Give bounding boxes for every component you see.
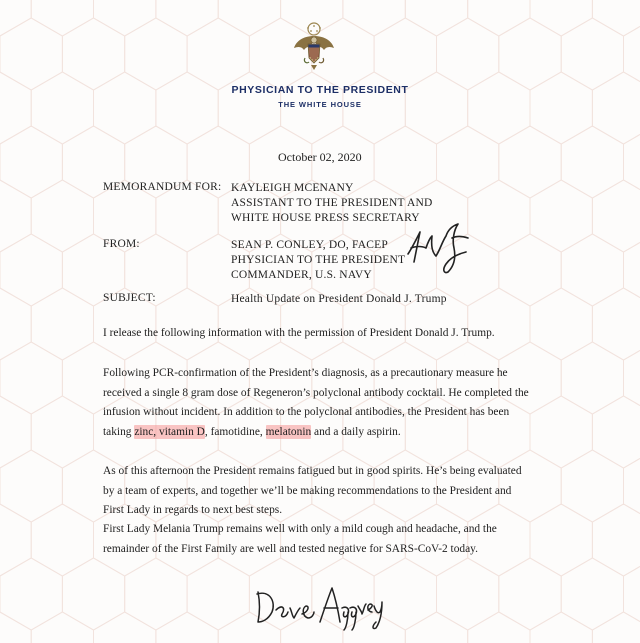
paragraph-permission: I release the following information with the permission of President Donald J. Trump. (103, 327, 495, 339)
hexagon-cell (624, 18, 640, 90)
hexagon-cell (530, 288, 592, 360)
hexagon-cell (31, 504, 93, 576)
hexagon-cell (0, 450, 62, 522)
hexagon-cell (0, 342, 62, 414)
hexagon-cell (125, 558, 187, 630)
hexagon-cell (0, 288, 31, 360)
hexagon-cell (0, 126, 62, 198)
hexagon-cell (530, 180, 592, 252)
hexagon-cell (156, 612, 218, 643)
hexagon-cell (624, 234, 640, 306)
hexagon-cell (561, 234, 623, 306)
hexagon-cell (343, 0, 405, 36)
hexagon-cell (31, 180, 93, 252)
hexagon-cell (31, 0, 93, 36)
hexagon-cell (530, 504, 592, 576)
hexagon-cell (561, 342, 623, 414)
hexagon-cell (624, 342, 640, 414)
hexagon-cell (31, 612, 93, 643)
hexagon-cell (624, 450, 640, 522)
hexagon-cell (0, 396, 31, 468)
treatment-text-mid: , famotidine, (204, 425, 266, 438)
hexagon-cell (592, 396, 640, 468)
hexagon-cell (437, 126, 499, 198)
from-label: FROM: (103, 238, 140, 250)
hexagon-cell (530, 612, 592, 643)
hexagon-cell (468, 180, 530, 252)
handwritten-signature (252, 578, 388, 632)
hexagon-cell (499, 18, 561, 90)
hexagon-cell (187, 18, 249, 90)
hexagon-cell (125, 18, 187, 90)
hexagon-cell (561, 18, 623, 90)
hexagon-cell (31, 288, 93, 360)
sender-title-2: COMMANDER, U.S. NAVY (231, 269, 372, 281)
hexagon-cell (561, 450, 623, 522)
hexagon-cell (187, 558, 249, 630)
hexagon-cell (561, 558, 623, 630)
sender-title-1: PHYSICIAN TO THE PRESIDENT (231, 254, 406, 266)
paragraph-treatment (103, 364, 533, 442)
hexagon-cell (405, 0, 467, 36)
hexagon-cell (31, 396, 93, 468)
subject-label: SUBJECT: (103, 292, 156, 304)
hexagon-cell (0, 180, 31, 252)
highlight-melatonin: melatonin (265, 425, 312, 438)
sender-signature (402, 218, 474, 276)
presidential-seal-icon (291, 22, 337, 72)
hexagon-cell (468, 0, 530, 36)
hexagon-cell (499, 234, 561, 306)
recipient-name: KAYLEIGH MCENANY (231, 182, 354, 194)
hexagon-cell (468, 612, 530, 643)
paragraph-first-family: First Lady Melania Trump remains well with only a mild cough and headache, and the remainder of the First Family are well and tested negative for SARS-CoV-2 today. (103, 523, 497, 555)
hexagon-cell (437, 18, 499, 90)
hexagon-cell (561, 126, 623, 198)
hexagon-cell (0, 558, 62, 630)
hexagon-cell (218, 0, 280, 36)
hexagon-cell (62, 18, 124, 90)
hexagon-cell (156, 0, 218, 36)
hexagon-cell (592, 180, 640, 252)
hexagon-cell (62, 558, 124, 630)
memo-date: October 02, 2020 (278, 150, 362, 164)
highlight-zinc-vitamin-d: zinc, vitamin D (134, 425, 205, 438)
hexagon-cell (499, 558, 561, 630)
hexagon-cell (530, 0, 592, 36)
hexagon-cell (592, 612, 640, 643)
hexagon-cell (0, 612, 31, 643)
office-title: PHYSICIAN TO THE PRESIDENT (231, 84, 409, 96)
hexagon-cell (0, 0, 31, 36)
recipient-title-1: ASSISTANT TO THE PRESIDENT AND (231, 197, 433, 209)
hexagon-cell (499, 126, 561, 198)
recipient-title-2: WHITE HOUSE PRESS SECRETARY (231, 212, 420, 224)
hexagon-cell (592, 504, 640, 576)
treatment-text: Following PCR-confirmation of the President’s diagnosis, as a precautionary measure he received a single 8 gram dose of Regeneron’s polyclonal antibody cocktail. He completed the infusion without incident. In addition to the polyclonal antibodies, the President has been taking (103, 367, 529, 438)
hexagon-cell (0, 504, 31, 576)
office-subtitle: THE WHITE HOUSE (278, 100, 362, 109)
hexagon-cell (624, 126, 640, 198)
hexagon-cell (530, 396, 592, 468)
paragraph-condition: As of this afternoon the President remains fatigued but in good spirits. He’s being evaluated by a team of experts, and together we’ll be making recommendations to the President and First Lady in regards to next best steps. (103, 465, 522, 516)
hexagon-cell (0, 18, 62, 90)
subject-value: Health Update on President Donald J. Trump (231, 293, 447, 305)
sender-name: SEAN P. CONLEY, DO, FACEP (231, 239, 388, 251)
hexagon-cell (405, 612, 467, 643)
hexagon-cell (374, 18, 436, 90)
hexagon-cell (94, 612, 156, 643)
hexagon-cell (592, 288, 640, 360)
memorandum-for-label: MEMORANDUM FOR: (103, 181, 222, 193)
hexagon-cell (0, 234, 62, 306)
treatment-text-end: and a daily aspirin. (311, 425, 401, 438)
hexagon-cell (94, 0, 156, 36)
memo-sender (231, 238, 405, 283)
hexagon-cell (624, 558, 640, 630)
hexagon-cell (437, 558, 499, 630)
